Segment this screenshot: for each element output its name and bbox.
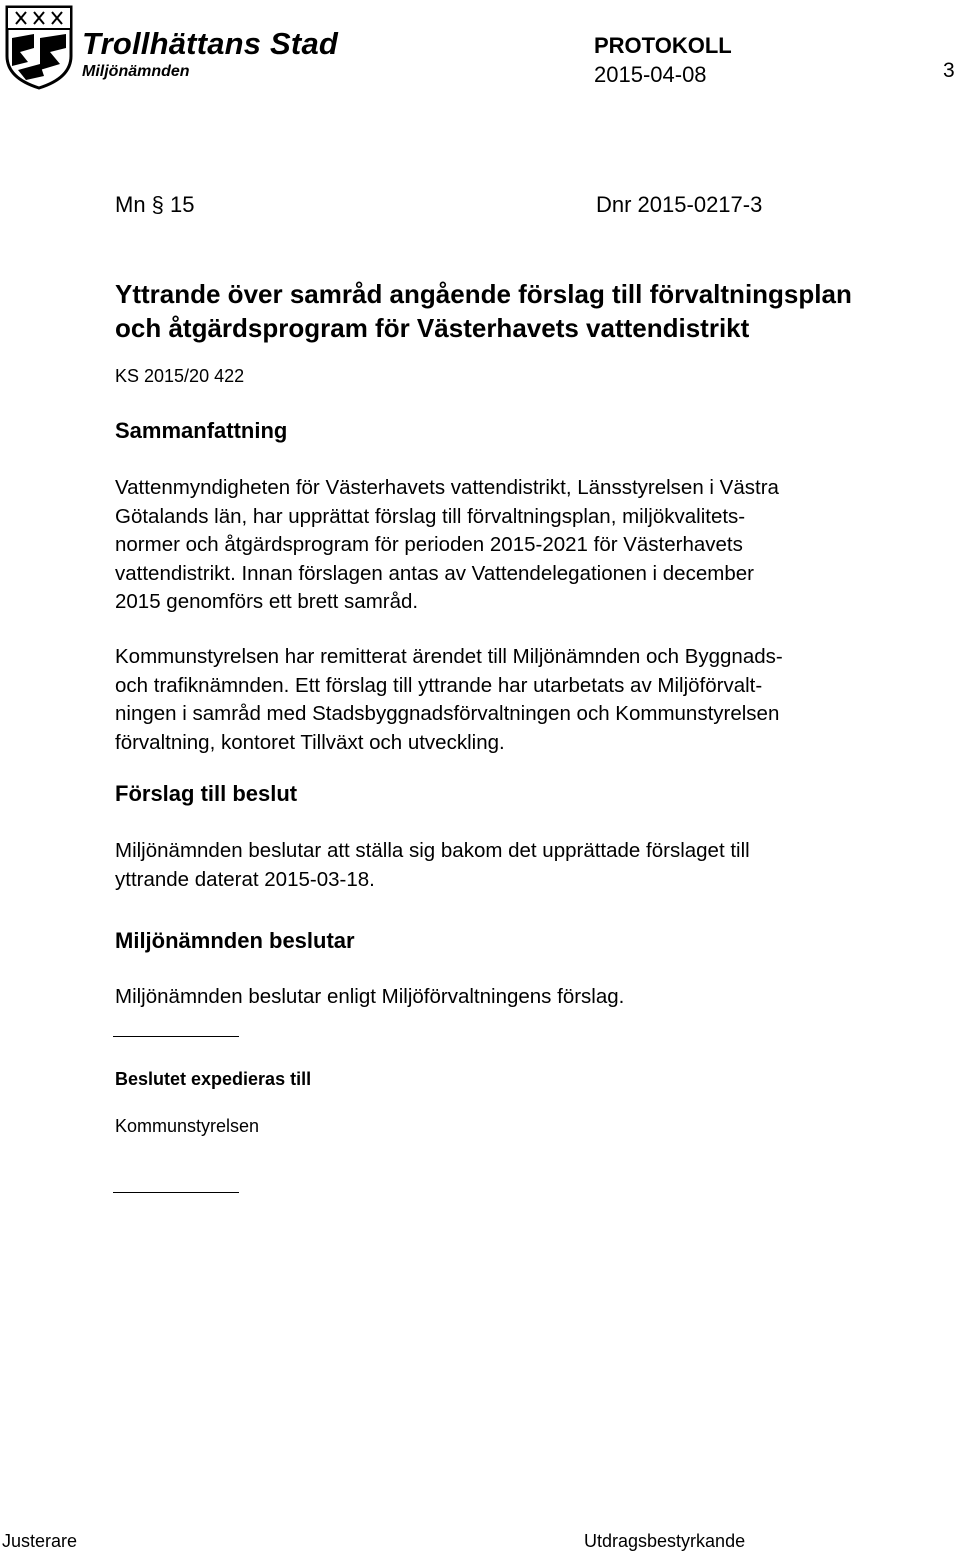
text-line: 2015 genomförs ett brett samråd. [115, 590, 419, 614]
summary-paragraph-1 [115, 474, 779, 617]
separator-line [113, 1036, 239, 1037]
text-line: Kommunstyrelsen har remitterat ärendet till Miljönämnden och Byggnads- [115, 645, 783, 668]
proposal-heading: Förslag till beslut [115, 781, 298, 806]
document-date: 2015-04-08 [594, 62, 707, 87]
page-title [115, 277, 852, 345]
diary-number: Dnr 2015-0217-3 [596, 192, 763, 217]
title-line: Yttrande över samråd angående förslag till förvaltningsplan [115, 279, 852, 309]
decision-heading: Miljönämnden beslutar [115, 928, 355, 953]
text-line: normer och åtgärdsprogram för perioden 2015-2021 för Västerhavets [115, 533, 743, 557]
summary-heading: Sammanfattning [115, 418, 288, 443]
dispatch-recipient: Kommunstyrelsen [115, 1116, 260, 1136]
section-reference: Mn § 15 [115, 192, 195, 217]
text-line: vattendistrikt. Innan förslagen antas av Vattendelegationen i december [115, 561, 754, 585]
document-type: PROTOKOLL [594, 33, 732, 58]
text-line: Götalands län, har upprättat förslag till förvaltningsplan, miljökvalitets- [115, 504, 746, 528]
dispatch-heading: Beslutet expedieras till [115, 1069, 312, 1089]
title-line: och åtgärdsprogram för Västerhavets vattendistrikt [115, 313, 750, 343]
text-line: Miljönämnden beslutar att ställa sig bakom det upprättade förslaget till [115, 839, 750, 862]
footer-signatories-label: Justerare [2, 1531, 78, 1551]
text-line: yttrande daterat 2015-03-18. [115, 867, 375, 891]
separator-line [113, 1192, 239, 1193]
text-line: och trafiknämnden. Ett förslag till yttrande har utarbetats av Miljöförvalt- [115, 673, 763, 697]
department-name: Miljönämnden [82, 63, 190, 80]
organization-name: Trollhättans Stad [82, 26, 339, 61]
text-line: Vattenmyndigheten för Västerhavets vattendistrikt, Länsstyrelsen i Västra [115, 476, 779, 499]
text-line: förvaltning, kontoret Tillväxt och utveckling. [115, 730, 505, 754]
footer-certification-label: Utdragsbestyrkande [584, 1531, 746, 1551]
summary-paragraph-2 [115, 643, 783, 757]
page-number: 3 [943, 59, 955, 82]
case-number: KS 2015/20 422 [115, 366, 245, 386]
decision-text: Miljönämnden beslutar enligt Miljöförvaltningens förslag. [115, 985, 625, 1008]
proposal-text [115, 837, 750, 894]
coat-of-arms-logo [4, 4, 74, 90]
text-line: ningen i samråd med Stadsbyggnadsförvaltningen och Kommunstyrelsen [115, 702, 780, 726]
